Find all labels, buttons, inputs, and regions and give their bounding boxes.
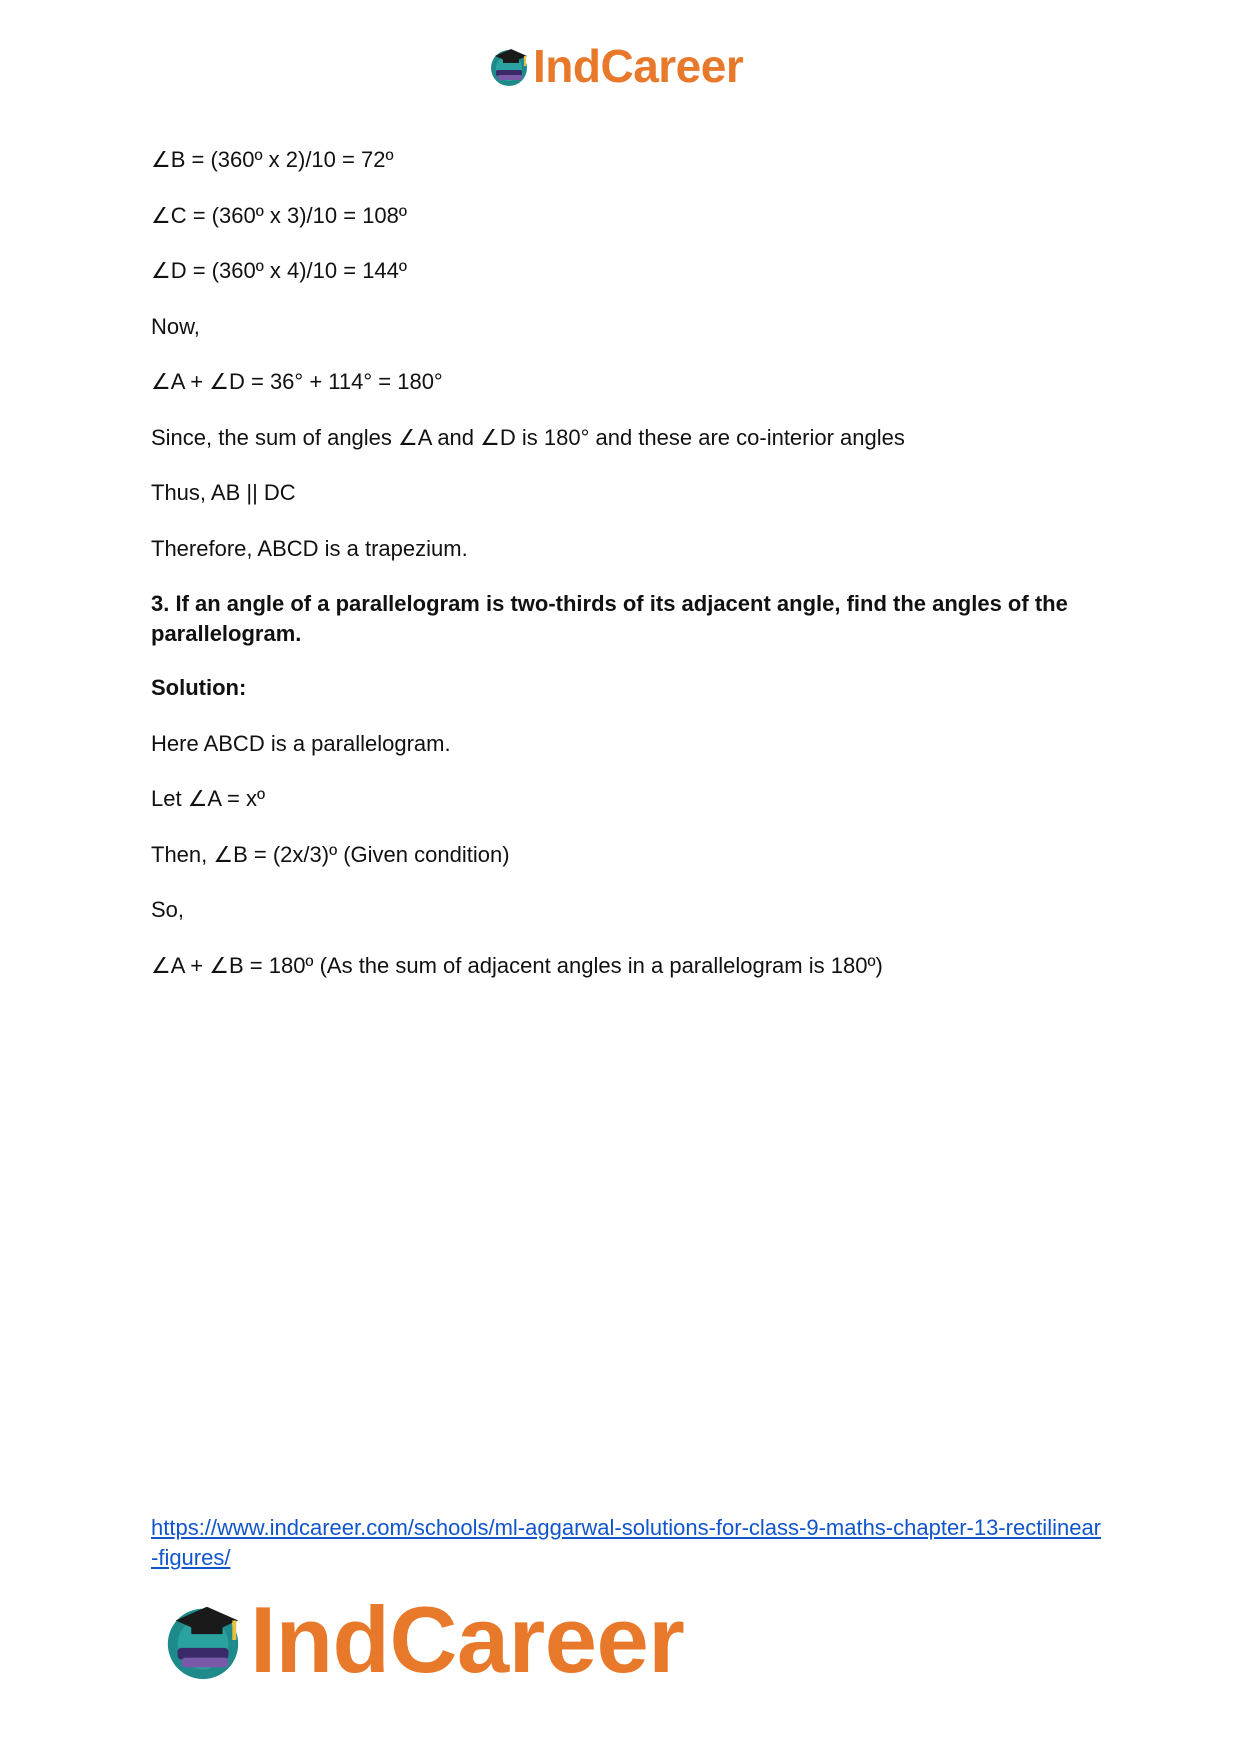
text-line: Thus, AB || DC (151, 480, 296, 505)
solution-line: Then, ∠B = (2x/3)º (Given condition) (151, 841, 510, 867)
graduation-cap-globe-icon (487, 44, 531, 88)
solution-line: So, (151, 897, 185, 922)
page-content (151, 145, 1091, 1006)
source-link[interactable]: https://www.indcareer.com/schools/ml-aggarwal-solutions-for-class-9-maths-chapter-13-rectilinear-figures/ (151, 1515, 1102, 1570)
header-logo (487, 40, 743, 92)
logo-wordmark: IndCareer (250, 1587, 685, 1692)
solution-line: Here ABCD is a parallelogram. (151, 730, 451, 756)
solution-label: Solution: (151, 675, 247, 700)
text-line: Since, the sum of angles ∠A and ∠D is 180° and these are co-interior angles (151, 424, 905, 450)
math-line: ∠A + ∠D = 36° + 114° = 180° (151, 369, 443, 394)
footer-logo (160, 1585, 684, 1695)
math-line: ∠B = (360º x 2)/10 = 72º (151, 147, 394, 172)
text-line: Now, (151, 313, 200, 339)
question-heading: 3. If an angle of a parallelogram is two-thirds of its adjacent angle, find the angles of the parallelogram. (151, 591, 1068, 646)
solution-line: ∠A + ∠B = 180º (As the sum of adjacent angles in a parallelogram is 180º) (151, 952, 883, 978)
solution-line: Let ∠A = xº (151, 786, 265, 811)
graduation-cap-globe-icon (160, 1597, 246, 1683)
text-line: Therefore, ABCD is a trapezium. (151, 535, 468, 561)
math-line: ∠C = (360º x 3)/10 = 108º (151, 202, 407, 228)
math-line: ∠D = (360º x 4)/10 = 144º (151, 258, 407, 283)
logo-wordmark: IndCareer (533, 40, 744, 92)
